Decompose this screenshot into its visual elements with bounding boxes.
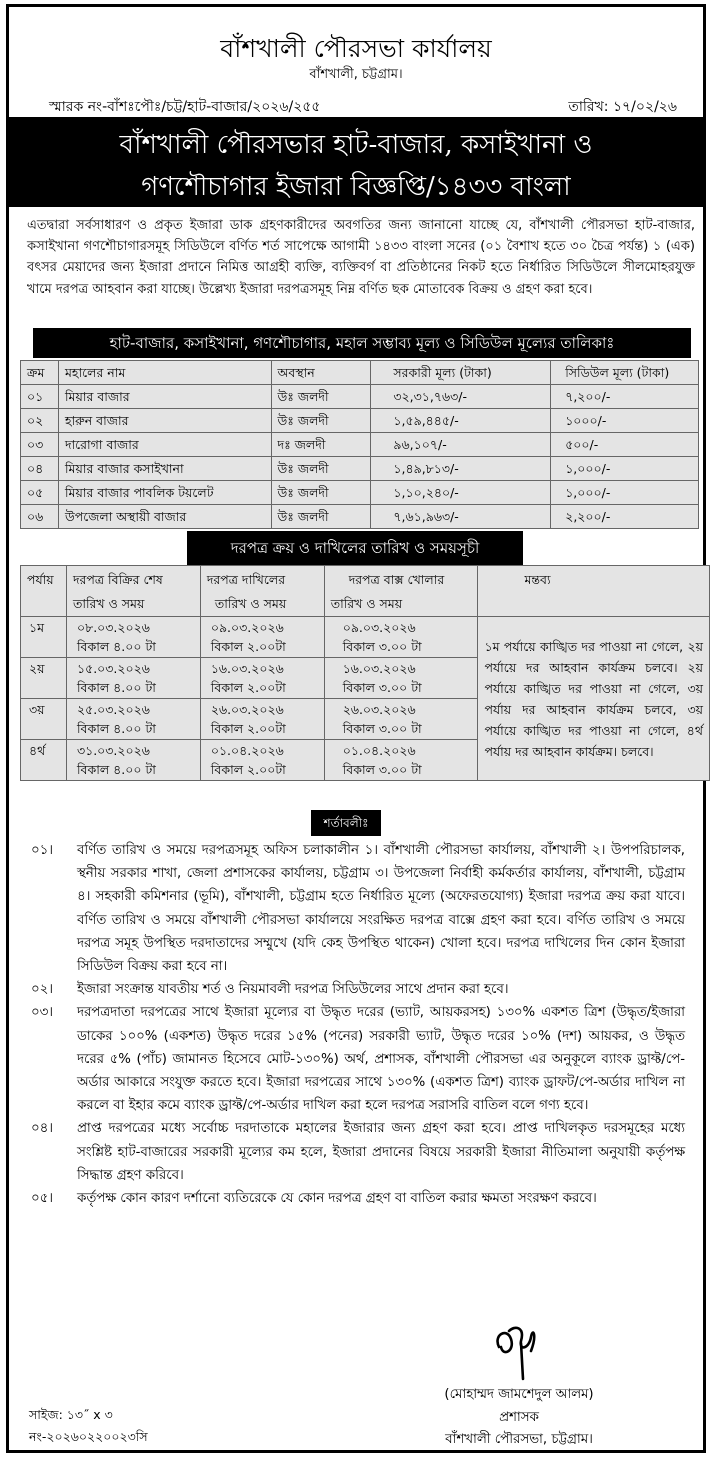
ad-reference-number: নং-২০২৬০২২০০২৩সি	[29, 1429, 148, 1444]
price-table-header-row	[21, 361, 699, 385]
term-item	[25, 978, 685, 1001]
signatory-designation: প্রশাসক	[499, 1410, 539, 1425]
cell-name: হারুন বাজার	[58, 409, 271, 433]
cell-sale-deadline: ১৫.০৩.২০২৬ বিকাল ৪.০০ টা	[66, 658, 200, 699]
term-number: ০৩।	[31, 1005, 54, 1021]
cell-submission: ০১.০৪.২০২৬ বিকাল ২.০০টা	[200, 740, 324, 781]
cell-box-opening: ২৬.০৩.২০২৬ বিকাল ৩.০০ টা	[324, 699, 478, 740]
cell-govt-price: ৯৬,১০৭/-	[371, 433, 551, 457]
term-item	[25, 1001, 685, 1117]
term-text: বর্ণিত তারিখ ও সময়ে দরপত্রসমূহ অফিস চলাকালীন ১। বাঁশখালী পৌরসভা কার্যালয়, বাঁশখালী ২। উপপরিচালক, স্থনীয় সরকার শাখা, জেলা প্রশাসকের কার্যালয়, চট্টগ্রাম ৩। উপজেলা নির্বাহী কর্মকর্তার কার্যালয়, বাঁশখালী, চট্টগ্রাম ৪। সহকারী কমিশনার (ভূমি), বাঁশখালী, চট্টগ্রাম হতে নির্ধারিত মূল্যে (অফেরতযোগ্য) ইজারা দরপত্র ক্রয় করা যাবে। বর্ণিত তারিখ ও সময়ে বাঁশখালী পৌরসভা কার্যালয়ে সংরক্ষিত দরপত্র বাক্সে গ্রহণ করা হবে। বর্ণিত তারিখ ও সময়ে দরপত্র সমূহ উপস্থিত দরদাতাদের সম্মুখে (যদি কেহ উপস্থিত থাকেন) খোলা হবে। দরপত্র দাখিলের দিন কোন ইজারা সিডিউল বিক্রয় করা হবে না।	[77, 843, 685, 975]
price-table	[20, 360, 699, 529]
term-text: কর্তৃপক্ষ কোন কারণ দর্শানো ব্যতিরেকে যে কোন দরপত্র গ্রহণ বা বাতিল করার ক্ষমতা সংরক্ষণ করবে।	[77, 1191, 597, 1207]
price-table-row	[21, 409, 699, 433]
cell-name: দারোগা বাজার	[58, 433, 271, 457]
cell-serial: ০৪	[21, 457, 59, 481]
office-title: বাঁশখালী পৌরসভা কার্যালয়	[220, 34, 492, 63]
header-serial: ক্রম	[21, 361, 59, 385]
term-text: প্রাপ্ত দরপত্রের মধ্যে সর্বোচ্চ দরদাতাকে মহালের ইজারার জন্য গ্রহণ করা হবে। প্রাপ্ত দাখিলকৃত দরসমূহের মধ্যে সংশ্লিষ্ট হাট-বাজারের সরকারী মূল্যের কম হলে, ইজারা প্রদানের বিষয়ে সরকারী ইজারা নীতিমালা অনুযায়ী কর্তৃপক্ষ সিদ্ধান্ত গ্রহণ করিবে।	[77, 1121, 685, 1183]
cell-phase: ৪র্থ	[21, 740, 67, 781]
cell-schedule-price: ৫০০/-	[551, 433, 699, 457]
schedule-header-row	[21, 566, 710, 617]
cell-location: উঃ জলদী	[271, 481, 371, 505]
cell-location: উঃ জলদী	[271, 457, 371, 481]
cell-serial: ০৩	[21, 433, 59, 457]
term-number: ০২।	[31, 982, 54, 998]
cell-govt-price: ১,৪৯,৮১৩/-	[371, 457, 551, 481]
cell-submission: ১৬.০৩.২০২৬ বিকাল ২.০০টা	[200, 658, 324, 699]
term-number: ০৪।	[31, 1121, 54, 1137]
cell-location: উঃ জলদী	[271, 505, 371, 529]
notice-title-line-1: বাঁশখালী পৌরসভার হাট-বাজার, কসাইখানা ও	[119, 130, 593, 160]
schedule-row	[21, 617, 710, 658]
term-text: ইজারা সংক্রান্ত যাবতীয় শর্ত ও নিয়মাবলী দরপত্র সিডিউলের সাথে প্রদান করা হবে।	[77, 982, 509, 998]
header-schedule-price: সিডিউল মূল্য (টাকা)	[551, 361, 699, 385]
schedule-title: দরপত্র ক্রয় ও দাখিলের তারিখ ও সময়সূচী	[187, 531, 523, 565]
cell-sale-deadline: ২৫.০৩.২০২৬ বিকাল ৪.০০ টা	[66, 699, 200, 740]
price-table-row	[21, 481, 699, 505]
notice-title-banner	[6, 117, 706, 207]
price-table-row	[21, 385, 699, 409]
cell-govt-price: ১,৫৯,৪৪৫/-	[371, 409, 551, 433]
office-location: বাঁশখালী, চট্টগ্রাম।	[309, 67, 403, 82]
cell-sale-deadline: ০৮.০৩.২০২৬ বিকাল ৪.০০ টা	[66, 617, 200, 658]
cell-box-opening: ০১.০৪.২০২৬ বিকাল ৩.০০ টা	[324, 740, 478, 781]
price-table-row	[21, 505, 699, 529]
memo-date: তারিখ: ১৭/০২/২৬	[568, 99, 677, 115]
cell-phase: ১ম	[21, 617, 67, 658]
price-table-row	[21, 433, 699, 457]
cell-name: মিয়ার বাজার	[58, 385, 271, 409]
cell-serial: ০২	[21, 409, 59, 433]
header-sale-deadline: দরপত্র বিক্রির শেষ তারিখ ও সময়	[66, 566, 200, 617]
cell-serial: ০১	[21, 385, 59, 409]
schedule-table	[20, 565, 710, 781]
header-location: অবস্থান	[271, 361, 371, 385]
cell-schedule-price: ৭,২০০/-	[551, 385, 699, 409]
header-submission: দরপত্র দাখিলের তারিখ ও সময়	[200, 566, 324, 617]
cell-schedule-price: ১,০০০/-	[551, 457, 699, 481]
header-box-opening: দরপত্র বাক্স খোলার তারিখ ও সময়	[324, 566, 478, 617]
cell-sale-deadline: ৩১.০৩.২০২৬ বিকাল ৪.০০ টা	[66, 740, 200, 781]
notice-title-line-2: গণশৌচাগার ইজারা বিজ্ঞপ্তি/১৪৩৩ বাংলা	[141, 172, 571, 202]
cell-schedule-price: ২,২০০/-	[551, 505, 699, 529]
cell-govt-price: ৭,৬১,৯৬৩/-	[371, 505, 551, 529]
cell-box-opening: ১৬.০৩.২০২৬ বিকাল ৩.০০ টা	[324, 658, 478, 699]
terms-title: শর্তাবলীঃ	[311, 810, 381, 836]
cell-name: মিয়ার বাজার পাবলিক টয়লেট	[58, 481, 271, 505]
cell-submission: ০৯.০৩.২০২৬ বিকাল ২.০০টা	[200, 617, 324, 658]
header-govt-price: সরকারী মূল্য (টাকা)	[371, 361, 551, 385]
cell-location: উঃ জলদী	[271, 385, 371, 409]
cell-govt-price: ৩২,৩১,৭৬৩/-	[371, 385, 551, 409]
term-item	[25, 839, 685, 978]
cell-serial: ০৫	[21, 481, 59, 505]
cell-box-opening: ০৯.০৩.২০২৬ বিকাল ৩.০০ টা	[324, 617, 478, 658]
cell-submission: ২৬.০৩.২০২৬ বিকাল ২.০০টা	[200, 699, 324, 740]
header-remarks: মন্তব্য	[478, 566, 710, 617]
cell-serial: ০৬	[21, 505, 59, 529]
price-table-title: হাট-বাজার, কসাইখানা, গণশৌচাগার, মহাল সম্ভাব্য মূল্য ও সিডিউল মূল্যের তালিকাঃ	[33, 328, 691, 358]
cell-schedule-price: ১,০০০/-	[551, 481, 699, 505]
cell-remarks: ১ম পর্যায়ে কাঙ্খিত দর পাওয়া না গেলে, ২য় পর্যায়ে দর আহবান কার্যক্রম চলবে। ২য় পর্যায়ে কাঙ্খিত দর পাওয়া না গেলে, ৩য় পর্যায় দর আহবান কার্যক্রম চলবে, ৩য় পর্যায়ে কাঙ্খিত দর পাওয়া না গেলে, ৪র্থ পর্যায় দর আহবান কার্যক্রম। চলবে।	[478, 617, 710, 781]
cell-location: উঃ জলদী	[271, 409, 371, 433]
cell-name: মিয়ার বাজার কসাইখানা	[58, 457, 271, 481]
cell-location: দঃ জলদী	[271, 433, 371, 457]
signatory-office: বাঁশখালী পৌরসভা, চট্টগ্রাম।	[445, 1432, 593, 1447]
header-phase: পর্যায়	[21, 566, 67, 617]
price-table-row	[21, 457, 699, 481]
intro-paragraph: এতদ্বারা সর্বসাধারণ ও প্রকৃত ইজারা ডাক গ্রহণকারীদের অবগতির জন্য জানানো যাচ্ছে যে, বাঁশখালী পৌরসভা হাট-বাজার, কসাইখানা গণশৌচাগারসমূহ সিডিউলে বর্ণিত শর্ত সাপেক্ষে আগামী ১৪৩৩ বাংলা সনের (০১ বৈশাখ হতে ৩০ চৈত্র পর্যন্ত) ১ (এক) বৎসর মেয়াদের জন্য ইজারা প্রদানে নিমিত্ত আগ্রহী ব্যক্তি, ব্যক্তিবর্গ বা প্রতিষ্ঠানের নিকট হতে নির্ধারিত সিডিউলে সীলমোহরযুক্ত খামে দরপত্র আহবান করা যাচ্ছে। উল্লেখ্য ইজারা দরপত্রসমূহ নিম্ন বর্ণিত ছক মোতাবেক বিক্রয় ও গ্রহণ করা হবে।	[27, 218, 695, 297]
term-item	[25, 1187, 685, 1210]
cell-phase: ৩য়	[21, 699, 67, 740]
ad-size-note: সাইজ: ১৩˝ x ৩	[29, 1407, 113, 1422]
term-number: ০৫।	[31, 1191, 54, 1207]
cell-phase: ২য়	[21, 658, 67, 699]
signatory-name: (মোহাম্মদ জামশেদুল আলম)	[444, 1387, 594, 1402]
office-header	[6, 4, 706, 117]
memo-number: স্মারক নং-বাঁশঃপৌঃ/চট্ট/হাট-বাজার/২০২৬/২৫৫	[49, 99, 321, 115]
terms-list	[25, 839, 685, 1210]
cell-govt-price: ১,১০,২৪০/-	[371, 481, 551, 505]
signature-image	[485, 1317, 545, 1387]
notice-body	[6, 207, 706, 1453]
header-name: মহালের নাম	[58, 361, 271, 385]
term-text: দরপত্রদাতা দরপত্রের সাথে ইজারা মূল্যের বা উদ্ধৃত দরের (ভ্যাট, আয়করসহ) ১৩০% একশত ত্রিশ (উদ্ধৃত/ইজারা ডাকের ১০০% (একশত) উদ্ধৃত দরের ১৫% (পনের) সরকারী ভ্যাট, উদ্ধৃত দরের ১০% (দশ) আয়কর, ও উদ্ধৃত দরের ৫% (পাঁচ) জামানত হিসেবে মোট-১৩০%) অর্থ, প্রশাসক, বাঁশখালী পৌরসভা এর অনুকূলে ব্যাংক ড্রাফ্ট/পে-অর্ডার আকারে সংযুক্ত করতে হবে। ইজারা দরপত্রের সাথে ১৩০% (একশত ত্রিশ) ব্যাংক ড্রাফট/পে-অর্ডার দাখিল না করলে বা ইহার কমে ব্যাংক ড্রাফ্ট/পে-অর্ডার দাখিল করা হলে দরপত্র সরাসরি বাতিল বলে গণ্য হবে।	[77, 1005, 685, 1114]
term-item	[25, 1117, 685, 1187]
term-number: ০১।	[31, 843, 54, 858]
cell-schedule-price: ১০০০/-	[551, 409, 699, 433]
cell-name: উপজেলা অস্থায়ী বাজার	[58, 505, 271, 529]
